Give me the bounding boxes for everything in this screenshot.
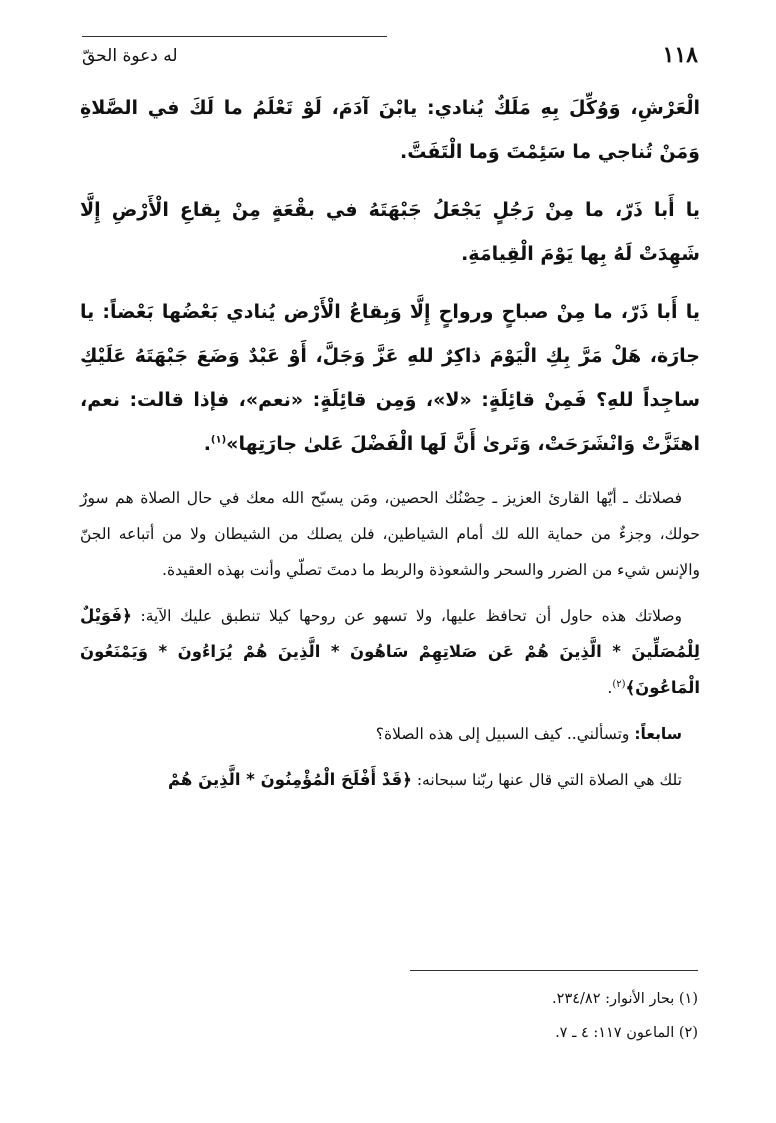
running-title: له دعوة الحقّ — [82, 46, 178, 66]
hadith-text: يا أَبا ذَرّ، ما مِنْ رَجُلٍ يَجْعَلُ جَبْهَتَهُ في بقْعَةٍ مِنْ بِقاعِ الْأَرْضِ إِلَّا شَهِدَتْ لَهُ بِها يَوْمَ الْقِيامَةِ. — [80, 199, 700, 265]
hadith-text: الْعَرْشِ، وَوُكِّلَ بِهِ مَلَكٌ يُنادي: يابْنَ آدَمَ، لَوْ تَعْلَمُ ما لَكَ في الصَّلاةِ وَمَنْ تُناجي ما سَئِمْتَ وَما الْتَفَتَّ. — [80, 97, 700, 163]
prose-text: وتسألني.. كيف السبيل إلى هذه الصلاة؟ — [375, 725, 630, 743]
hadith-paragraph-3: يا أَبا ذَرّ، ما مِنْ صباحٍ ورواحٍ إِلَّا وَبِقاعُ الْأَرْض يُنادي بَعْضُها بَعْضاً: يا جارَة، هَلْ مَرَّ بِكِ الْيَوْمَ ذاكِرٌ للهِ عَزَّ وَجَلَّ، أَوْ عَبْدٌ وَضَعَ جَبْهَتَهُ عَلَيْكِ ساجِداً للهِ؟ فَمِنْ قائِلَةٍ: «لا»، وَمِن قائِلَةٍ: «نعم»، فإذا قالت: نعم، اهتَزَّتْ وَانْشَرَحَتْ، وَتَرىٰ أَنَّ لَها الْفَضْلَ عَلىٰ جارَتِها»$^{(١)}$. — [80, 301, 700, 455]
footnote-rule — [410, 970, 698, 971]
section-seven — [80, 716, 700, 752]
section-heading: سابعاً: — [634, 725, 682, 743]
prose-paragraph-3 — [80, 762, 700, 798]
footnote-2: (٢) الماعون ١١٧: ٤ ـ ٧. — [555, 1025, 698, 1041]
footnotes — [78, 982, 698, 1050]
main-text — [80, 86, 700, 808]
quran-verse: ﴿قَدْ أَفْلَحَ الْمُؤْمِنُونَ * الَّذِينَ هُمْ — [167, 770, 412, 789]
page-number: ١١٨ — [662, 42, 698, 68]
quran-verse: ﴿فَوَيْلٌ لِلْمُصَلِّينَ * الَّذِينَ هُمْ عَن صَلاتِهِمْ سَاهُونَ * الَّذِينَ هُمْ يُرَاءُونَ * وَيَمْنَعُونَ الْمَاعُونَ﴾ — [80, 606, 700, 697]
page-header — [82, 36, 698, 76]
hadith-paragraph-1 — [80, 86, 700, 174]
prose-paragraph-2: وصلاتك هذه حاول أن تحافظ عليها، ولا تسهو عن روحها كيلا تنطبق عليك الآية: ﴿فَوَيْلٌ لِلْمُصَلِّينَ * الَّذِينَ هُمْ عَن صَلاتِهِمْ سَاهُونَ * الَّذِينَ هُمْ يُرَاءُونَ * وَيَمْنَعُونَ الْمَاعُونَ﴾$^{(٢)}$. — [80, 606, 700, 697]
footnote-ref-1: (١) — [210, 434, 227, 446]
prose-paragraph-1 — [80, 480, 700, 588]
hadith-text: يا أَبا ذَرّ، ما مِنْ صباحٍ ورواحٍ إِلَّا وَبِقاعُ الْأَرْض يُنادي بَعْضُها بَعْضاً: يا جارَة، هَلْ مَرَّ بِكِ الْيَوْمَ ذاكِرٌ للهِ عَزَّ وَجَلَّ، أَوْ عَبْدٌ وَضَعَ جَبْهَتَهُ عَلَيْكِ ساجِداً للهِ؟ فَمِنْ قائِلَةٍ: «لا»، وَمِن قائِلَةٍ: «نعم»، فإذا قالت: نعم، اهتَزَّتْ وَانْشَرَحَتْ، وَتَرىٰ أَنَّ لَها الْفَضْلَ عَلىٰ جارَتِها» — [80, 301, 700, 455]
prose-text: تلك هي الصلاة التي قال عنها ربّنا سبحانه: — [416, 771, 682, 789]
footnote-ref-2: (٢) — [612, 678, 626, 690]
footnote-1: (١) بحار الأنوار: ٢٣٤/٨٢. — [552, 991, 698, 1007]
prose-text: فصلاتك ـ أيّها القارئ العزيز ـ حِصْنُك الحصين، ومَن يسبّح الله معك في حال الصلاة هم سورٌ حولك، وجزءٌ من حماية الله لك أمام الشياطين، فلن يصلك من الشيطان ولا من أتباعه الجنّ والإنس شيء من الضرر والسحر والشعوذة والربط ما دمتَ تصلّي وأنت بهذه العقيدة. — [80, 489, 700, 579]
header-rule — [82, 36, 387, 37]
prose-text: وصلاتك هذه حاول أن تحافظ عليها، ولا تسهو عن روحها كيلا تنطبق عليك الآية: — [140, 607, 682, 625]
hadith-paragraph-2 — [80, 188, 700, 276]
